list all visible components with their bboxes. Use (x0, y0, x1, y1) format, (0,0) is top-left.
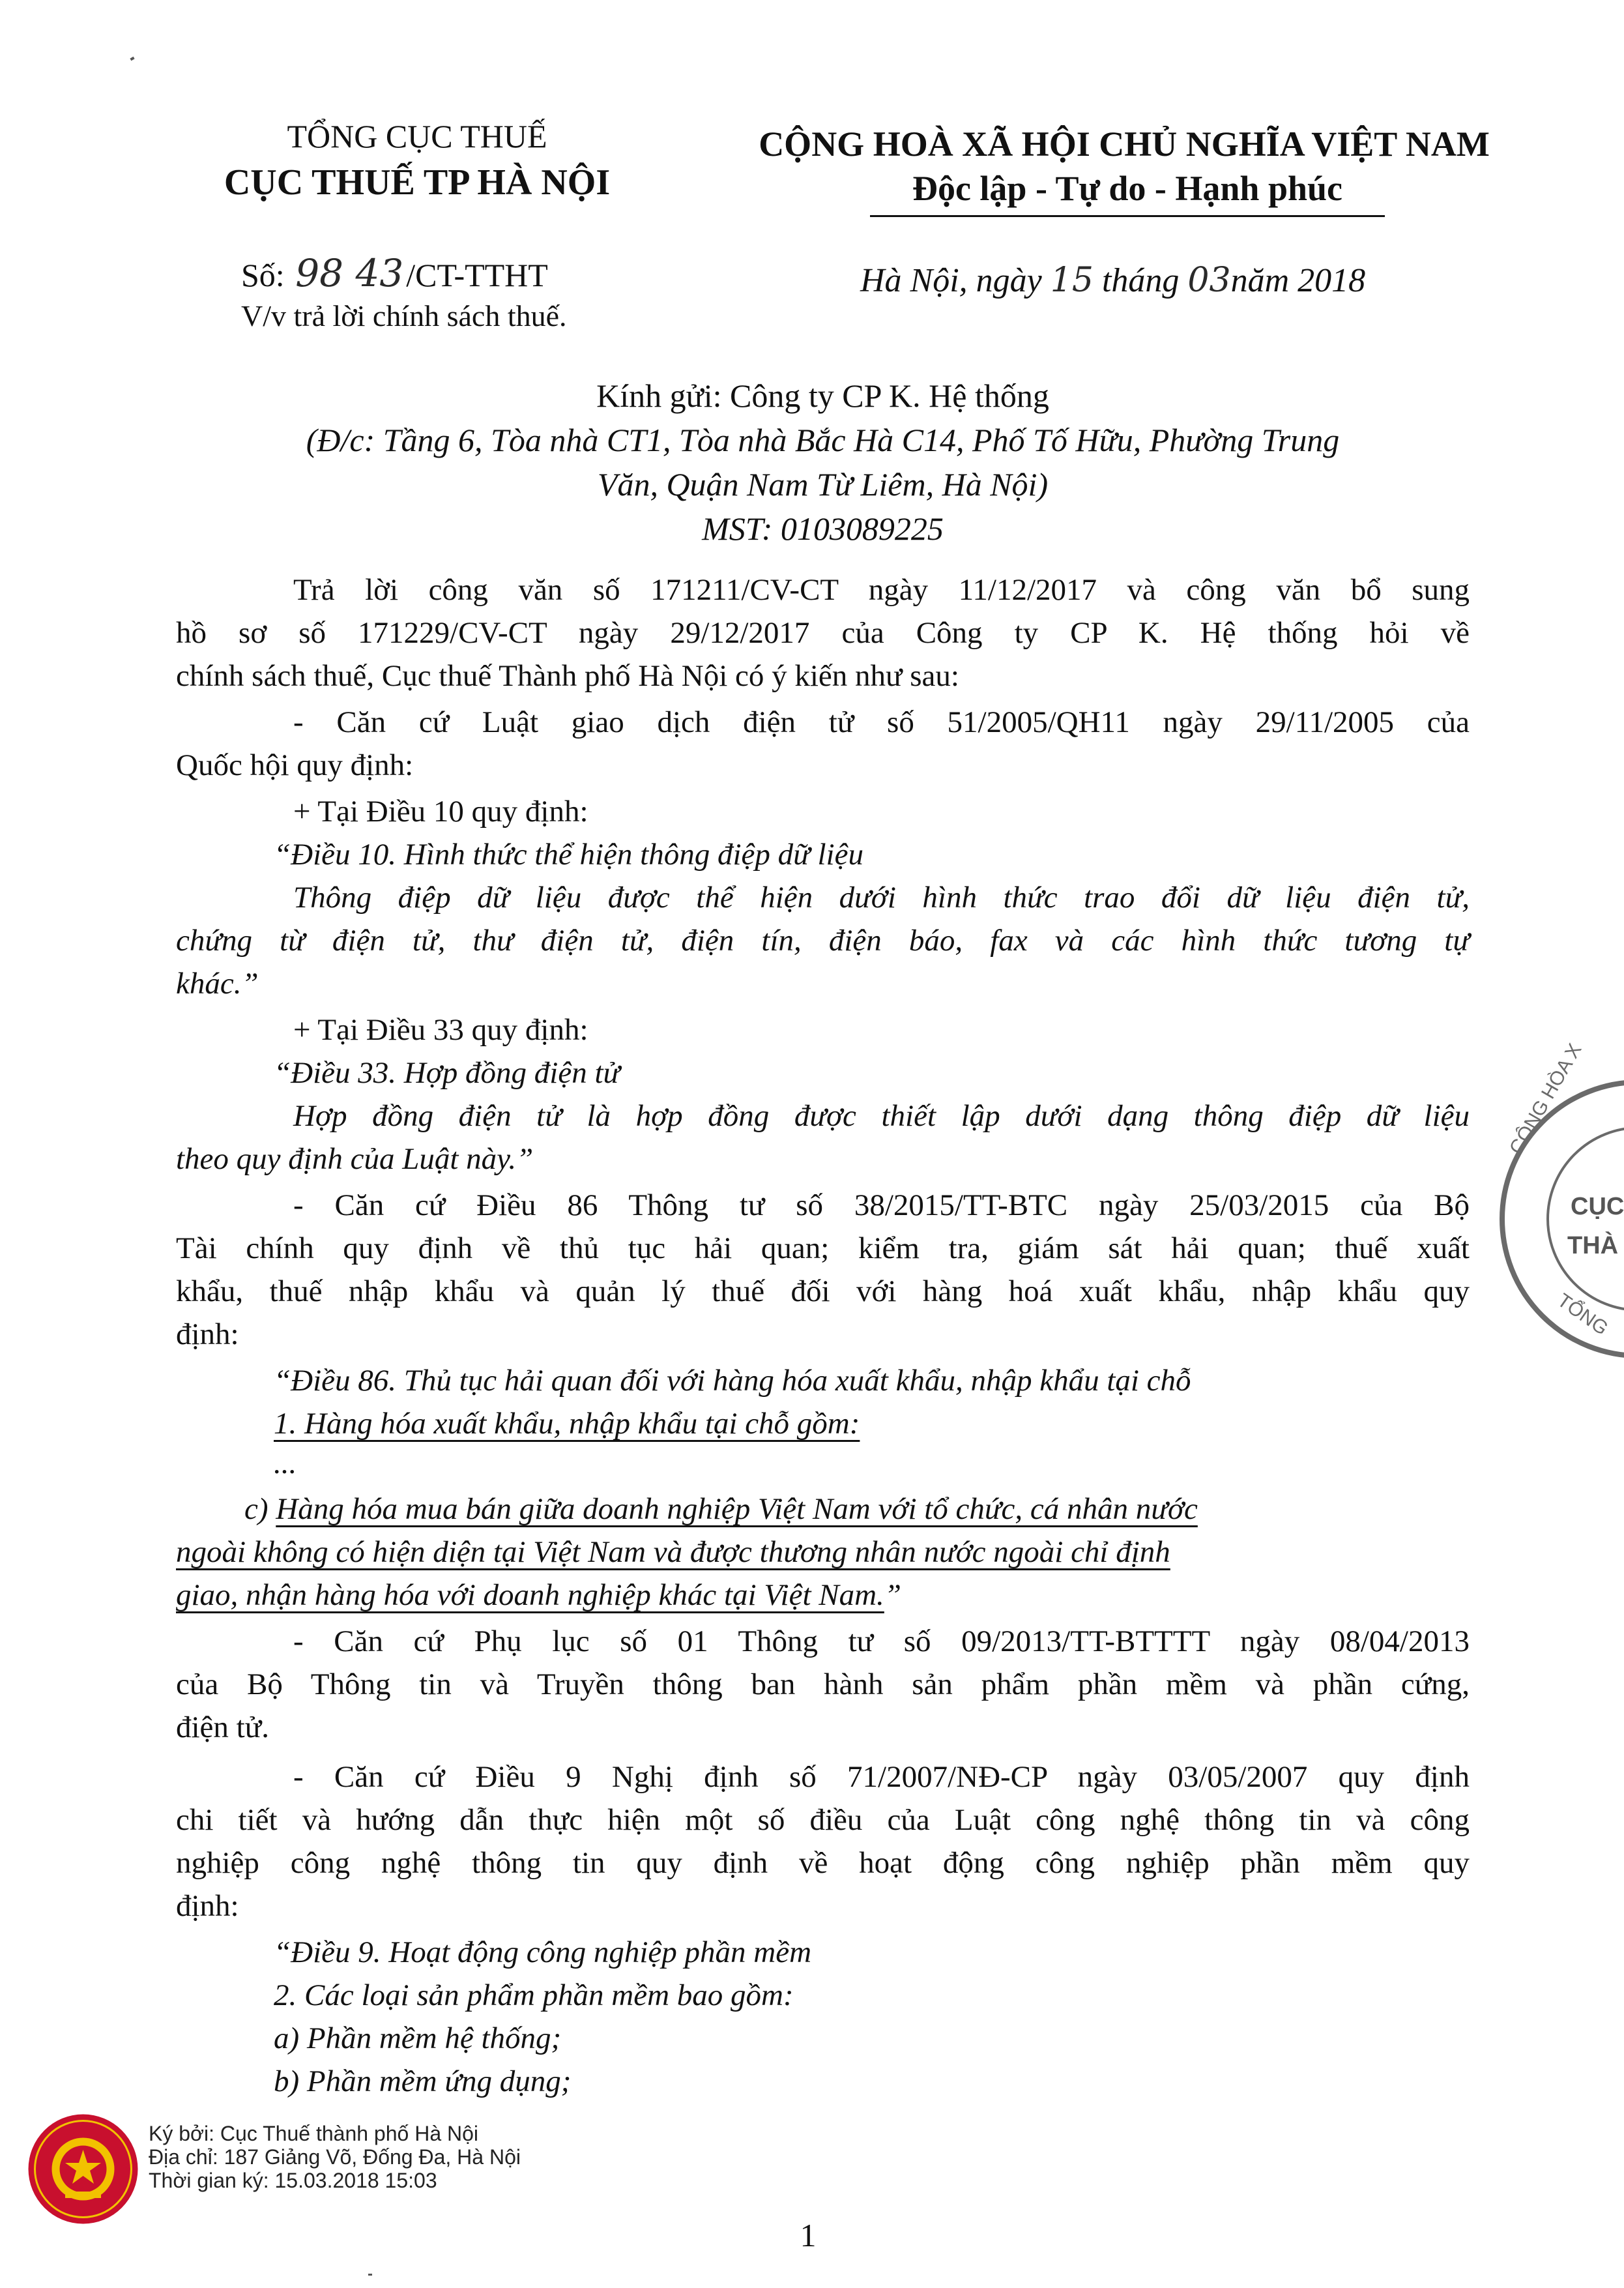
quote-title: “Điều 10. Hình thức thể hiện thông điệp dữ liệu (274, 838, 863, 872)
department-name: CỤC THUẾ TP HÀ NỘI (224, 162, 611, 203)
quote-line (244, 1488, 1470, 1531)
red-seal (26, 2112, 140, 2226)
quote-line (274, 1402, 1470, 1445)
recipient-line: Kính gửi: Công ty CP K. Hệ thống (596, 377, 1049, 414)
body-line: hồ sơ số 171229/CV-CT ngày 29/12/2017 của Công ty CP K. Hệ thống hỏi về (176, 616, 1470, 650)
recipient-address-1: (Đ/c: Tầng 6, Tòa nhà CT1, Tòa nhà Bắc Hà C14, Phố Tố Hữu, Phường Trung (306, 422, 1340, 458)
quote-line (176, 1574, 1470, 1617)
agency-name: TỔNG CỤC THUẾ (287, 118, 547, 154)
date-month-label: tháng (1101, 262, 1180, 299)
underlined-text: 1. Hàng hóa xuất khẩu, nhập khẩu tại chỗ gồm: (274, 1407, 860, 1441)
handwritten-month: 03 (1187, 261, 1231, 300)
quote-line: b) Phần mềm ứng dụng; (274, 2064, 572, 2098)
scan-speck (130, 57, 134, 61)
body-line: Trả lời công văn số 171211/CV-CT ngày 11/12/2017 và công văn bổ sung (293, 573, 1470, 607)
body-line: - Căn cứ Điều 86 Thông tư số 38/2015/TT-BTC ngày 25/03/2015 của Bộ (293, 1188, 1470, 1222)
body-line: - Căn cứ Điều 9 Nghị định số 71/2007/NĐ-CP ngày 03/05/2007 quy định (293, 1760, 1470, 1794)
body-line: điện tử. (176, 1710, 269, 1744)
quote-title: “Điều 33. Hợp đồng điện tử (274, 1056, 620, 1090)
seal-icon (26, 2112, 140, 2226)
issue-date (860, 261, 1365, 300)
handwritten-day: 15 (1050, 261, 1094, 300)
stamp-ring-text: CÔNG HÒA X (1505, 1040, 1586, 1158)
stamp-center-text: CỤC (1571, 1193, 1624, 1220)
underlined-text: ngoài không có hiện diện tại Việt Nam và được thương nhân nước ngoài chỉ định (176, 1535, 1170, 1569)
recipient-tax-code: MST: 0103089225 (702, 510, 944, 547)
country-name: CỘNG HOÀ XÃ HỘI CHỦ NGHĨA VIỆT NAM (759, 125, 1490, 164)
document-number (241, 251, 548, 295)
underlined-text: giao, nhận hàng hóa với doanh nghiệp khác tại Việt Nam. (176, 1578, 884, 1612)
body-line: Tài chính quy định về thủ tục hải quan; kiểm tra, giám sát hải quan; thuế xuất (176, 1231, 1470, 1265)
body-line: + Tại Điều 33 quy định: (293, 1013, 588, 1047)
official-stamp-edge (1486, 1040, 1624, 1369)
signed-by: Ký bởi: Cục Thuế thành phố Hà Nội (149, 2122, 479, 2145)
body-line: nghiệp công nghệ thông tin quy định về hoạt động công nghiệp phần mềm quy (176, 1846, 1470, 1880)
body-line: của Bộ Thông tin và Truyền thông ban hành sản phẩm phần mềm và phần cứng, (176, 1667, 1470, 1701)
page-number: 1 (800, 2217, 817, 2253)
stamp-center-text: THÀ (1567, 1232, 1619, 1259)
quote-line: Thông điệp dữ liệu được thể hiện dưới hình thức trao đổi dữ liệu điện tử, (293, 881, 1470, 915)
number-prefix: Số: (241, 257, 285, 293)
motto-underline (870, 215, 1385, 217)
body-line: - Căn cứ Luật giao dịch điện tử số 51/2005/QH11 ngày 29/11/2005 của (293, 705, 1470, 739)
body-line: Quốc hội quy định: (176, 748, 414, 782)
scan-speck (368, 2274, 372, 2276)
quote-line: khác.” (176, 967, 259, 1001)
quote-line: Hợp đồng điện tử là hợp đồng được thiết lập dưới dạng thông điệp dữ liệu (293, 1099, 1470, 1133)
quote-line (176, 1531, 1470, 1574)
body-line: định: (176, 1889, 239, 1923)
item-prefix: c) (244, 1492, 276, 1526)
number-suffix: /CT-TTHT (406, 257, 548, 293)
quote-close: ” (884, 1578, 901, 1612)
quote-line: a) Phần mềm hệ thống; (274, 2021, 562, 2055)
national-motto: Độc lập - Tự do - Hạnh phúc (912, 169, 1343, 208)
recipient-address-2: Văn, Quận Nam Từ Liêm, Hà Nội) (597, 466, 1049, 503)
quote-title: “Điều 9. Hoạt động công nghiệp phần mềm (274, 1935, 812, 1969)
signing-time: Thời gian ký: 15.03.2018 15:03 (149, 2169, 437, 2192)
signer-address: Địa chỉ: 187 Giảng Võ, Đống Đa, Hà Nội (149, 2145, 521, 2169)
quote-line: 2. Các loại sản phẩm phần mềm bao gồm: (274, 1978, 794, 2012)
date-year: năm 2018 (1230, 262, 1366, 299)
body-line: định: (176, 1317, 239, 1351)
handwritten-number: 98 43 (295, 251, 404, 295)
stamp-bottom-text: TỔNG (1553, 1289, 1612, 1340)
body-line: khẩu, thuế nhập khẩu và quản lý thuế đối với hàng hoá xuất khẩu, nhập khẩu quy (176, 1274, 1470, 1308)
quote-ellipsis: ... (274, 1446, 297, 1480)
subject-line: V/v trả lời chính sách thuế. (241, 299, 567, 332)
date-place: Hà Nội, ngày (860, 262, 1042, 299)
body-line: + Tại Điều 10 quy định: (293, 795, 588, 829)
body-line: chính sách thuế, Cục thuế Thành phố Hà Nội có ý kiến như sau: (176, 659, 959, 693)
quote-line: chứng từ điện tử, thư điện tử, điện tín, điện báo, fax và các hình thức tương tự (176, 924, 1470, 958)
quote-line: theo quy định của Luật này.” (176, 1142, 534, 1176)
body-line: - Căn cứ Phụ lục số 01 Thông tư số 09/2013/TT-BTTTT ngày 08/04/2013 (293, 1624, 1470, 1658)
body-line: chi tiết và hướng dẫn thực hiện một số điều của Luật công nghệ thông tin và công (176, 1803, 1470, 1837)
underlined-text: Hàng hóa mua bán giữa doanh nghiệp Việt Nam với tổ chức, cá nhân nước (276, 1492, 1198, 1526)
quote-title: “Điều 86. Thủ tục hải quan đối với hàng hóa xuất khẩu, nhập khẩu tại chỗ (274, 1364, 1191, 1398)
